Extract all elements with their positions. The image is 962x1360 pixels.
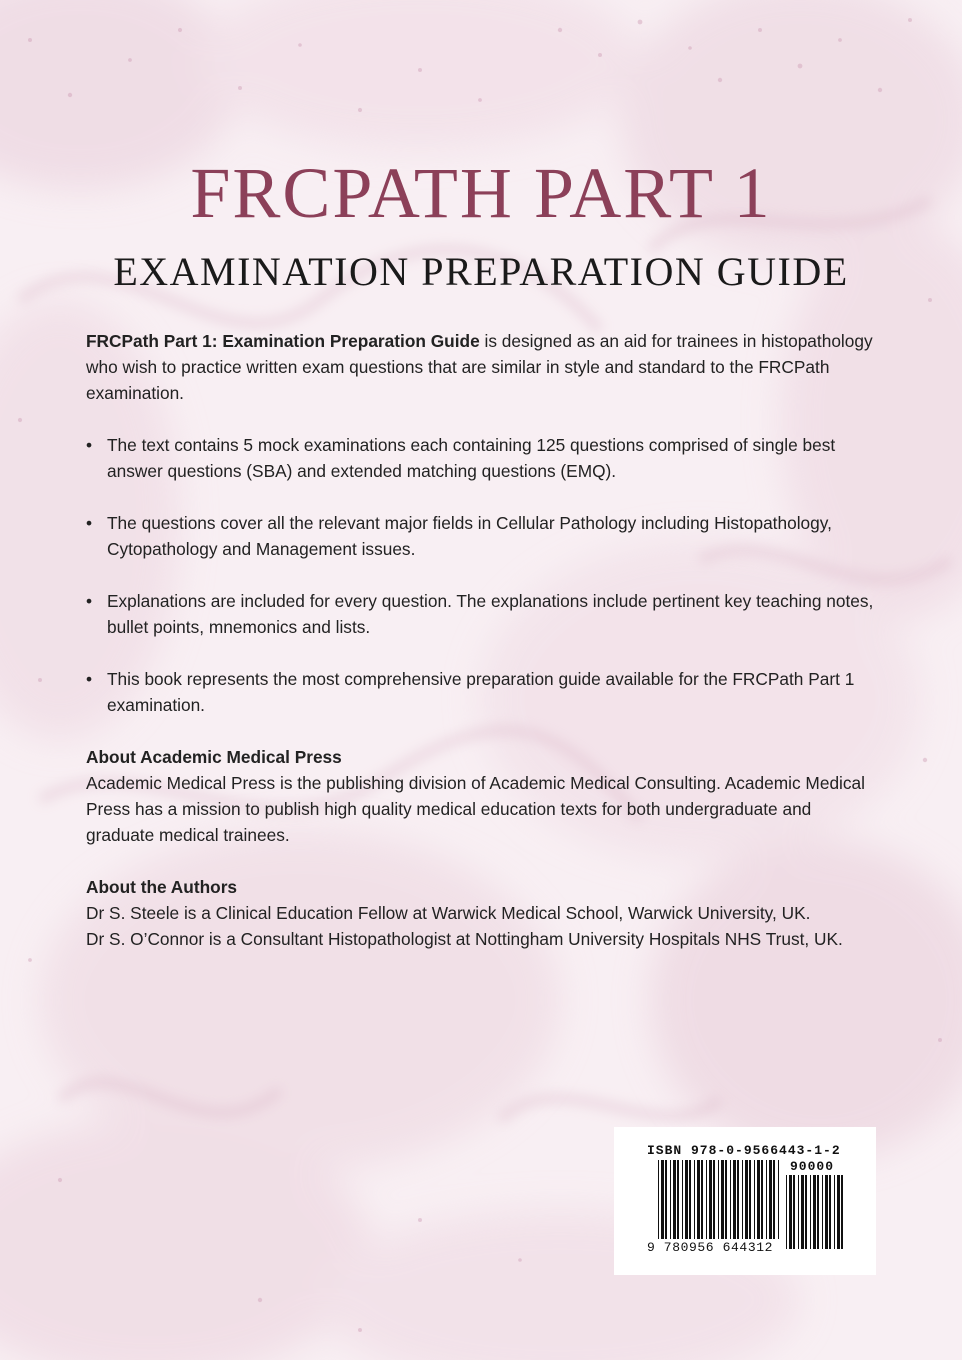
barcode-bar — [841, 1175, 843, 1249]
barcode-bar — [805, 1175, 807, 1249]
barcode-bar — [754, 1160, 755, 1239]
feature-list — [86, 432, 876, 718]
barcode-bar — [694, 1160, 695, 1239]
barcode-bar — [778, 1160, 779, 1239]
barcode-bar — [677, 1160, 679, 1239]
publisher-heading: About Academic Medical Press — [86, 747, 342, 767]
barcode-bar — [757, 1160, 760, 1239]
barcode-bar — [834, 1175, 835, 1249]
barcode-bar — [793, 1175, 795, 1249]
barcode-bar — [718, 1160, 719, 1239]
barcode-bar — [769, 1160, 772, 1239]
barcode-bar — [810, 1175, 811, 1249]
barcode-bar — [825, 1175, 828, 1249]
barcode-bar — [749, 1160, 751, 1239]
barcode-bar — [706, 1160, 707, 1239]
ean-number: 9 780956 644312 — [647, 1240, 774, 1255]
barcode-bar — [733, 1160, 736, 1239]
back-cover-text — [86, 328, 876, 978]
feature-bullet: • The text contains 5 mock examinations each containing 125 questions comprised of single best answer questions (SBA) and extended matching questions (EMQ). — [86, 432, 876, 484]
barcode-bar — [773, 1160, 775, 1239]
barcode-bar — [761, 1160, 763, 1239]
intro-bold-title: FRCPath Part 1: Examination Preparation Guide — [86, 331, 480, 351]
barcode-bar — [829, 1175, 831, 1249]
barcode-bar — [766, 1160, 767, 1239]
book-title: FRCPATH PART 1 — [190, 153, 772, 233]
barcode-bar — [798, 1175, 799, 1249]
barcode-bar — [737, 1160, 739, 1239]
barcode-bar — [658, 1160, 659, 1239]
feature-bullet: • This book represents the most comprehensive preparation guide available for the FRCPath Part 1 examination. — [86, 666, 876, 718]
barcode-bar — [665, 1160, 667, 1239]
barcode-bar — [673, 1160, 676, 1239]
barcode-bar — [661, 1160, 664, 1239]
book-subtitle: EXAMINATION PREPARATION GUIDE — [113, 249, 849, 294]
barcode-bar — [682, 1160, 683, 1239]
barcode-bar — [822, 1175, 823, 1249]
barcode-bar — [721, 1160, 724, 1239]
barcode-bar — [813, 1175, 816, 1249]
barcode-bar — [697, 1160, 700, 1239]
barcode-bar — [701, 1160, 703, 1239]
barcode-bar — [709, 1160, 712, 1239]
barcode-bar — [685, 1160, 688, 1239]
barcode-bar — [725, 1160, 727, 1239]
barcode-bar — [786, 1175, 787, 1249]
feature-bullet: • Explanations are included for every question. The explanations include pertinent key teaching notes, bullet points, mnemonics and lists. — [86, 588, 876, 640]
barcode-bar — [670, 1160, 671, 1239]
barcode-bar — [742, 1160, 743, 1239]
authors-section — [86, 874, 876, 952]
barcode-panel — [614, 1127, 876, 1275]
authors-heading: About the Authors — [86, 877, 238, 897]
feature-bullet: • The questions cover all the relevant major fields in Cellular Pathology including Histopathology, Cytopathology and Management issues. — [86, 510, 876, 562]
publisher-text: Academic Medical Press is the publishing division of Academic Medical Consulting. Academic Medical Press has a mission to publish high quality medical education texts for both undergraduate and graduate medical trainees. — [86, 773, 865, 845]
isbn-label: ISBN 978-0-9566443-1-2 — [647, 1143, 841, 1158]
barcode-bar — [837, 1175, 840, 1249]
author-line: Dr S. O’Connor is a Consultant Histopathologist at Nottingham University Hospitals NHS Trust, UK. — [86, 929, 843, 949]
barcode-bar — [789, 1175, 792, 1249]
barcode-bar — [745, 1160, 748, 1239]
intro-paragraph — [86, 328, 876, 406]
price-code: 90000 — [790, 1159, 835, 1174]
barcode-bar — [817, 1175, 819, 1249]
intro-text: is designed as an aid for trainees in histopathology who wish to practice written exam questions that are similar in style and standard to the FRCPath examination. — [86, 331, 873, 403]
barcode-bar — [801, 1175, 804, 1249]
publisher-section — [86, 744, 876, 848]
barcode-bar — [689, 1160, 691, 1239]
author-line: Dr S. Steele is a Clinical Education Fellow at Warwick Medical School, Warwick University, UK. — [86, 903, 811, 923]
barcode-bar — [713, 1160, 715, 1239]
barcode-bar — [730, 1160, 731, 1239]
